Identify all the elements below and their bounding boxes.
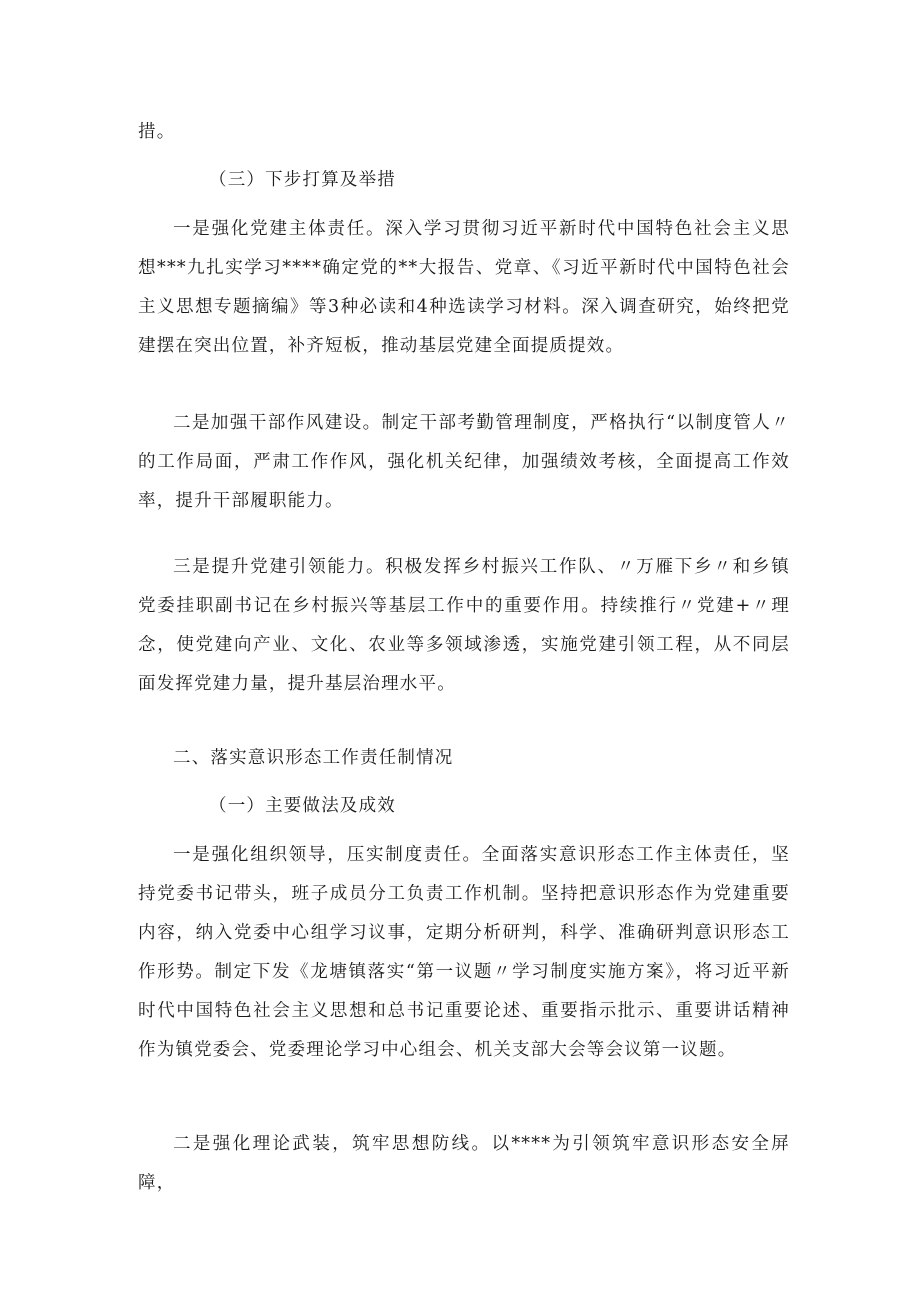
section-heading-next-steps: （三）下步打算及举措 bbox=[209, 170, 396, 190]
paragraph-party-building-responsibility: 一是强化党建主体责任。深入学习贯彻习近平新时代中国特色社会主义思想***九扎实学习****确定党的**大报告、党章、《习近平新时代中国特色社会主义思想专题摘编》等3种必读和4种选读学习材料。深入调查研究，始终把党建摆在突出位置，补齐短板，推动基层党建全面提质提效。 bbox=[138, 219, 790, 356]
continuation-text: 措。 bbox=[138, 122, 176, 142]
paragraph-organizational-leadership: 一是强化组织领导，压实制度责任。全面落实意识形态工作主体责任，坚持党委书记带头，班子成员分工负责工作机制。坚持把意识形态作为党建重要内容，纳入党委中心组学习议事，定期分析研判，科学、准确研判意识形态工作形势。制定下发《龙塘镇落实“第一议题〃学习制度实施方案》，将习近平新时代中国特色社会主义思想和总书记重要论述、重要指示批示、重要讲话精神作为镇党委会、党委理论学习中心组会、机关支部大会等会议第一议题。 bbox=[138, 845, 790, 1060]
paragraph-cadre-style: 二是加强干部作风建设。制定干部考勤管理制度，严格执行“以制度管人〃的工作局面，严肃工作作风，强化机关纪律，加强绩效考核，全面提高工作效率，提升干部履职能力。 bbox=[138, 413, 790, 511]
section-heading-ideology: 二、落实意识形态工作责任制情况 bbox=[173, 748, 454, 768]
paragraph-party-leadership: 三是提升党建引领能力。积极发挥乡村振兴工作队、〃万雁下乡〃和乡镇党委挂职副书记在乡村振兴等基层工作中的重要作用。持续推行〃党建+〃理念，使党建向产业、文化、农业等多领域渗透，实施党建引领工程，从不同层面发挥党建力量，提升基层治理水平。 bbox=[138, 557, 790, 694]
subsection-heading-practices: （一）主要做法及成效 bbox=[209, 796, 396, 816]
paragraph-theoretical-arming: 二是强化理论武装，筑牢思想防线。以****为引领筑牢意识形态安全屏障， bbox=[138, 1134, 790, 1193]
